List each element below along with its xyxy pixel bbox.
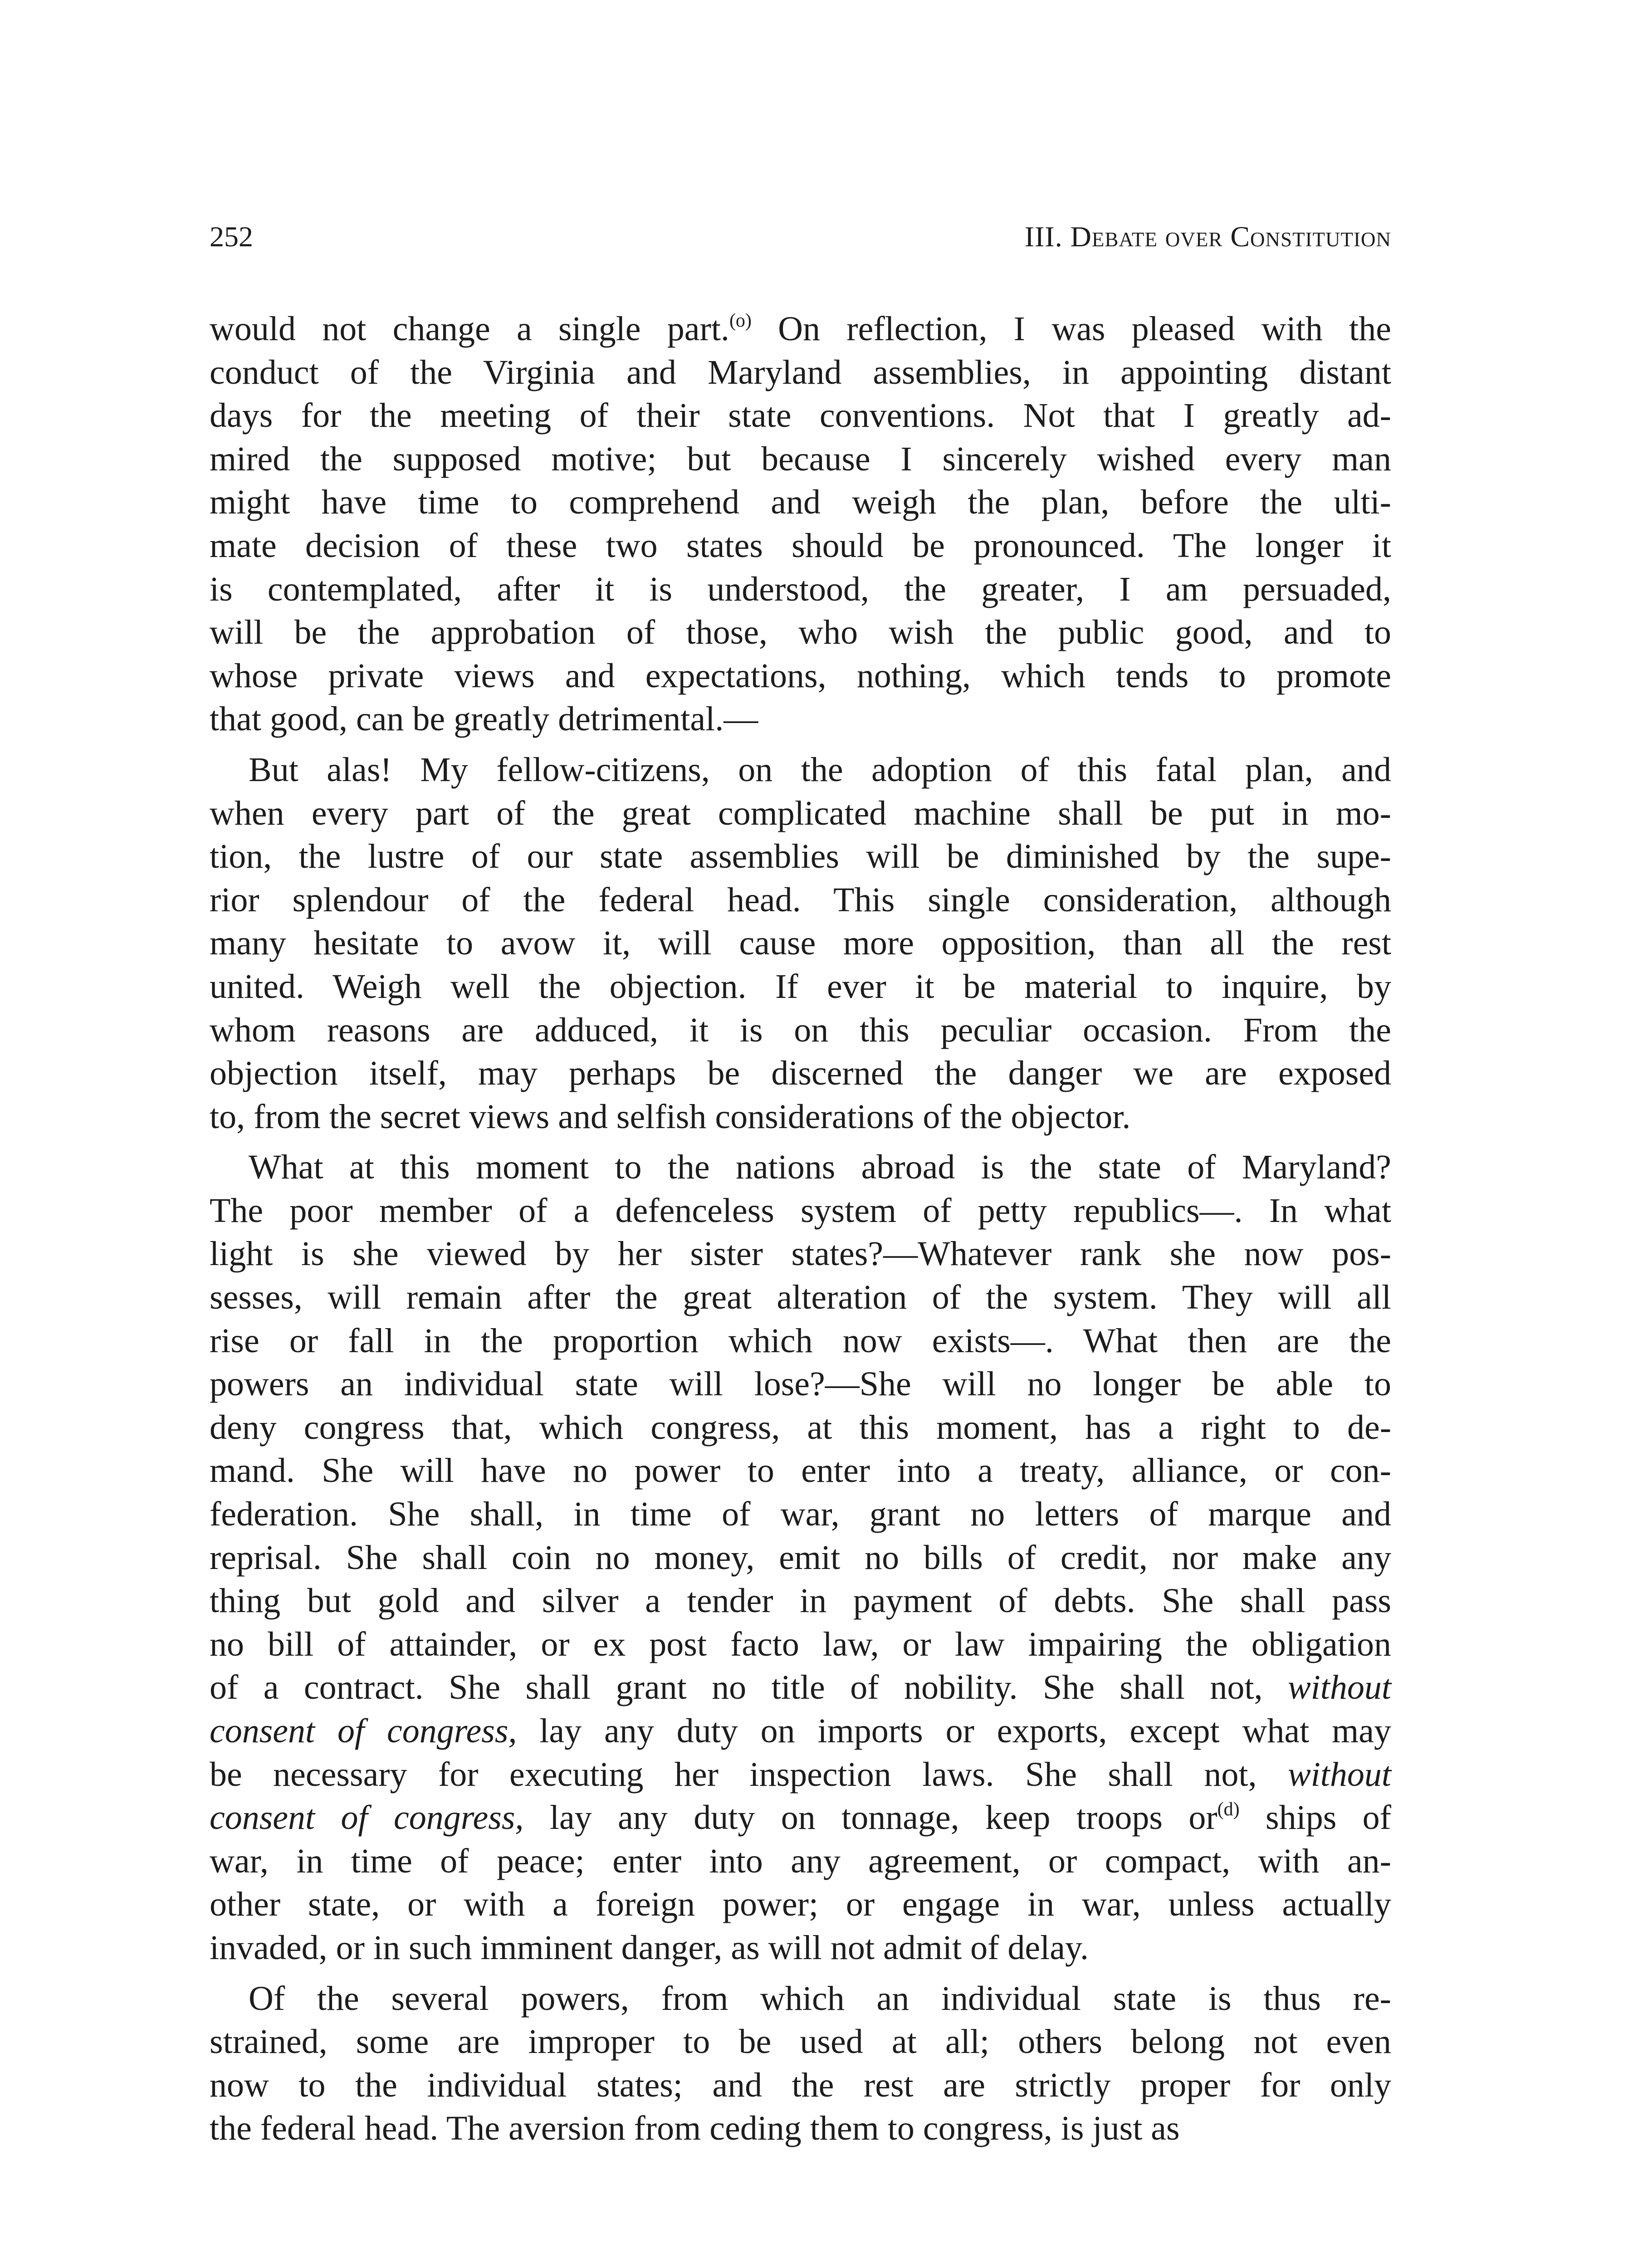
running-head <box>210 222 1391 263</box>
text-line: days for the meeting of their state conventions. Not that I greatly ad- <box>210 396 1391 435</box>
text-line: invaded, or in such imminent danger, as will not admit of delay. <box>210 1928 1089 1967</box>
italic-text: without <box>1287 1755 1391 1794</box>
paragraph <box>210 748 1391 1139</box>
italic-text: consent of congress, <box>210 1712 517 1750</box>
text-line: would not change a single part.$^{(o)}$ On reflection, I was pleased with the <box>210 310 1391 348</box>
text-line: consent of congress, lay any duty on tonnage, keep troops $or^{(d)}$ ships of <box>210 1799 1391 1837</box>
text-line: that good, can be greatly detrimental.— <box>210 700 758 738</box>
text-line: no bill of attainder, or ex post facto law, or law impairing the obligation <box>210 1625 1391 1663</box>
text-line: light is she viewed by her sister states?—Whatever rank she now pos- <box>210 1235 1391 1273</box>
text-line: strained, some are improper to be used at all; others belong not even <box>210 2023 1391 2061</box>
text-line: mate decision of these two states should be pronounced. The longer it <box>210 526 1391 565</box>
text-line: The poor member of a defenceless system of petty republics—. In what <box>210 1191 1391 1230</box>
text-line: objection itself, may perhaps be discerned the danger we are exposed <box>210 1054 1391 1093</box>
text-line: But alas! My fellow-citizens, on the adoption of this fatal plan, and <box>249 750 1391 789</box>
text-line: united. Weigh well the objection. If ever it be material to inquire, by <box>210 967 1391 1006</box>
text-line: whom reasons are adduced, it is on this peculiar occasion. From the <box>210 1011 1391 1049</box>
page-number: 252 <box>210 220 253 253</box>
paragraph <box>210 308 1391 741</box>
book-page <box>210 222 1391 2151</box>
body-text <box>210 308 1391 2151</box>
text-line: rise or fall in the proportion which now exists—. What then are the <box>210 1321 1391 1360</box>
text-line: Of the several powers, from which an individual state is thus re- <box>249 1979 1391 2018</box>
text-line: is contemplated, after it is understood, the greater, I am persuaded, <box>210 570 1391 608</box>
text-line: when every part of the great complicated machine shall be put in mo- <box>210 794 1391 832</box>
text-line: many hesitate to avow it, will cause more opposition, than all the rest <box>210 924 1391 963</box>
running-title: III. Debate over Constitution <box>1024 220 1391 253</box>
text-line: tion, the lustre of our state assemblies will be diminished by the supe- <box>210 837 1391 876</box>
text-line: the federal head. The aversion from ceding them to congress, is just as <box>210 2109 1180 2148</box>
text-line: mand. She will have no power to enter into a treaty, alliance, or con- <box>210 1452 1391 1490</box>
footnote-marker: (d) <box>1217 1799 1240 1820</box>
text-line: What at this moment to the nations abroad is the state of Maryland? <box>249 1148 1391 1187</box>
text-line: of a contract. She shall grant no title of nobility. She shall not, without <box>210 1668 1391 1707</box>
footnote-marker: (o) <box>729 310 752 331</box>
paragraph <box>210 1977 1391 2151</box>
text-line: will be the approbation of those, who wish the public good, and to <box>210 613 1391 652</box>
text-line: deny congress that, which congress, at this moment, has a right to de- <box>210 1408 1391 1447</box>
text-line: sesses, will remain after the great alteration of the system. They will all <box>210 1278 1391 1317</box>
text-line: to, from the secret views and selfish considerations of the objector. <box>210 1097 1131 1136</box>
paragraph <box>210 1146 1391 1970</box>
text-line: federation. She shall, in time of war, grant no letters of marque and <box>210 1495 1391 1534</box>
text-line: war, in time of peace; enter into any agreement, or compact, with an- <box>210 1842 1391 1880</box>
text-line: now to the individual states; and the rest are strictly proper for only <box>210 2066 1391 2104</box>
text-line: be necessary for executing her inspection laws. She shall not, without <box>210 1755 1391 1794</box>
text-line: rior splendour of the federal head. This single consideration, although <box>210 880 1391 919</box>
text-line: reprisal. She shall coin no money, emit no bills of credit, nor make any <box>210 1538 1391 1577</box>
italic-text: without <box>1287 1668 1391 1707</box>
text-line: whose private views and expectations, nothing, which tends to promote <box>210 656 1391 695</box>
italic-text: consent of congress, <box>210 1799 524 1837</box>
text-line: might have time to comprehend and weigh the plan, before the ulti- <box>210 483 1391 522</box>
text-line: other state, or with a foreign power; or engage in war, unless actually <box>210 1885 1391 1924</box>
text-line: thing but gold and silver a tender in payment of debts. She shall pass <box>210 1582 1391 1620</box>
text-line: conduct of the Virginia and Maryland assemblies, in appointing distant <box>210 353 1391 391</box>
text-line: consent of congress, lay any duty on imports or exports, except what may <box>210 1712 1392 1750</box>
text-line: mired the supposed motive; but because I sincerely wished every man <box>210 440 1391 478</box>
text-line: powers an individual state will lose?—She will no longer be able to <box>210 1365 1391 1403</box>
